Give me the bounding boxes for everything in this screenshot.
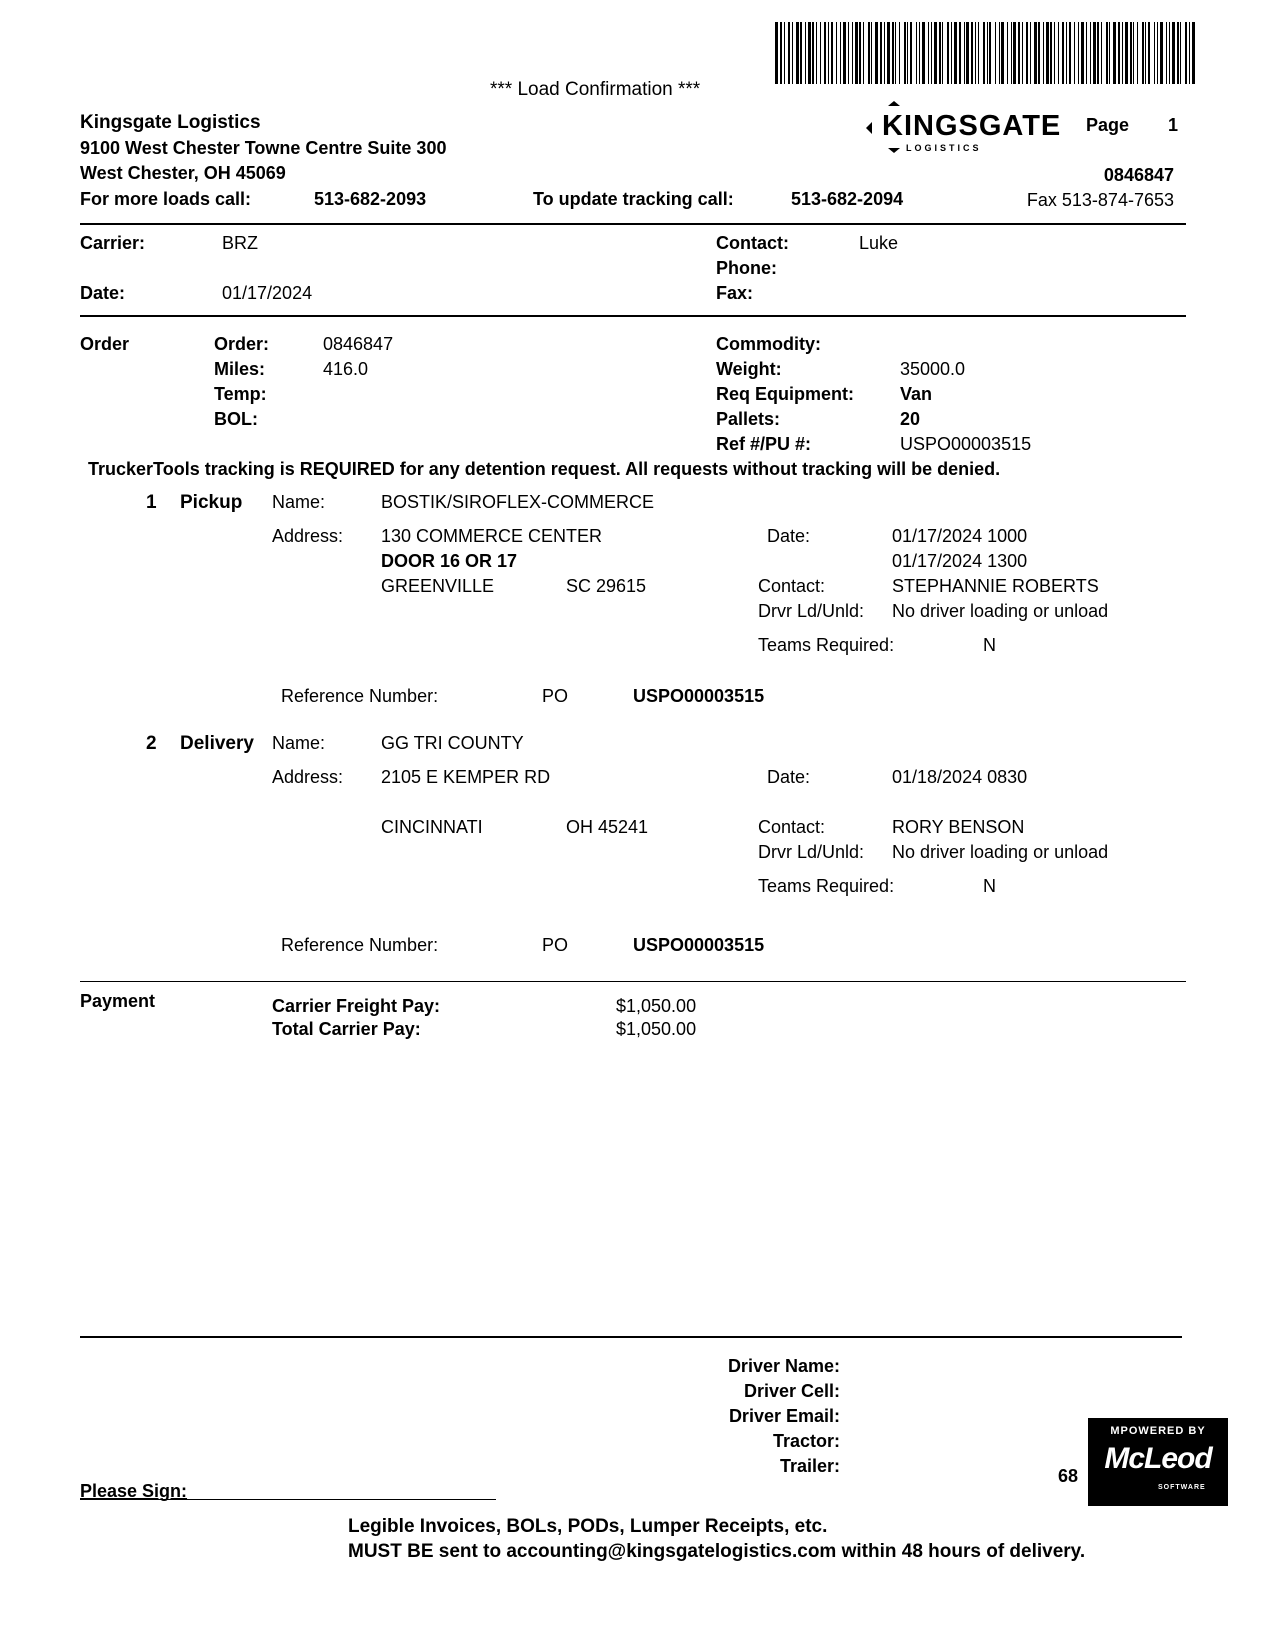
- stop-name-label: Name:: [272, 492, 326, 512]
- company-address-line1: 9100 West Chester Towne Centre Suite 300: [80, 138, 447, 158]
- trailer-label: Trailer:: [779, 1456, 840, 1476]
- stop-drvr: No driver loading or unload: [892, 842, 1109, 862]
- carrier-value: BRZ: [222, 233, 258, 253]
- stop-contact-label: Contact:: [758, 817, 826, 837]
- stop-address-label: Address:: [272, 526, 344, 546]
- stop-date-1: 01/17/2024 1000: [892, 526, 1028, 546]
- contact-label: Contact:: [716, 233, 789, 253]
- stop-drvr-label: Drvr Ld/Unld:: [758, 601, 865, 621]
- stop-ref-value: USPO00003515: [633, 935, 765, 955]
- contact-value: Luke: [859, 233, 899, 253]
- barcode: [775, 22, 1197, 84]
- driver-cell-label: Driver Cell:: [743, 1381, 840, 1401]
- payment-section-label: Payment: [80, 991, 156, 1011]
- freight-pay-label: Carrier Freight Pay:: [272, 996, 441, 1016]
- stop-type: Delivery: [180, 733, 254, 754]
- pallets-value: 20: [900, 409, 921, 429]
- stop-contact: RORY BENSON: [892, 817, 1025, 837]
- temp-label: Temp:: [214, 384, 267, 404]
- stop-street: 130 COMMERCE CENTER: [381, 526, 603, 546]
- document-title: *** Load Confirmation ***: [490, 79, 701, 100]
- loads-call-phone: 513-682-2093: [314, 189, 427, 209]
- stop-teams-label: Teams Required:: [758, 876, 895, 896]
- stop-street: 2105 E KEMPER RD: [381, 767, 551, 787]
- stop-number: 1: [146, 492, 157, 513]
- stop-ref-value: USPO00003515: [633, 686, 765, 706]
- stop-date-1: 01/18/2024 0830: [892, 767, 1028, 787]
- stop-number: 2: [146, 733, 157, 754]
- stop-city: GREENVILLE: [381, 576, 495, 596]
- mcleod-sub-text: SOFTWARE: [1158, 1484, 1206, 1491]
- stop-contact: STEPHANNIE ROBERTS: [892, 576, 1099, 596]
- carrier-date-value: 01/17/2024: [222, 283, 313, 303]
- tracking-call-label: To update tracking call:: [533, 189, 734, 209]
- stop-date-label: Date:: [767, 767, 811, 787]
- tractor-label: Tractor:: [772, 1431, 840, 1451]
- stop-ref-type: PO: [542, 935, 569, 955]
- logo-text: KINGSGATE: [882, 110, 1062, 142]
- driver-name-label: Driver Name:: [727, 1356, 840, 1376]
- stop-date-2: 01/17/2024 1300: [892, 551, 1028, 571]
- carrier-label: Carrier:: [80, 233, 146, 253]
- driver-email-label: Driver Email:: [728, 1406, 840, 1426]
- page-number: 1: [1168, 115, 1179, 135]
- stop-date-label: Date:: [767, 526, 811, 546]
- company-address-line2: West Chester, OH 45069: [80, 163, 286, 183]
- stop-teams: N: [983, 876, 996, 896]
- mcleod-badge: [1088, 1418, 1228, 1506]
- total-pay-label: Total Carrier Pay:: [272, 1019, 421, 1039]
- mcleod-top-text: MPOWERED BY: [1110, 1425, 1206, 1437]
- pallets-label: Pallets:: [716, 409, 781, 429]
- stop-name: BOSTIK/SIROFLEX-COMMERCE: [381, 492, 655, 512]
- fax-label: Fax:: [716, 283, 754, 303]
- weight-label: Weight:: [716, 359, 782, 379]
- tracking-call-phone: 513-682-2094: [791, 189, 904, 209]
- divider: [80, 315, 1186, 317]
- stop-teams-label: Teams Required:: [758, 635, 895, 655]
- stop-state-zip: SC 29615: [566, 576, 647, 596]
- header-fax: Fax 513-874-7653: [1026, 190, 1174, 210]
- stop-teams: N: [983, 635, 996, 655]
- divider: [80, 1336, 1182, 1338]
- miles-value: 416.0: [323, 359, 369, 379]
- stop-contact-label: Contact:: [758, 576, 826, 596]
- loads-call-label: For more loads call:: [80, 189, 252, 209]
- stop-drvr-label: Drvr Ld/Unld:: [758, 842, 865, 862]
- stop-state-zip: OH 45241: [566, 817, 649, 837]
- bol-label: BOL:: [214, 409, 258, 429]
- stop-drvr: No driver loading or unload: [892, 601, 1109, 621]
- page-label: Page: [1086, 115, 1130, 135]
- commodity-label: Commodity:: [716, 334, 821, 354]
- order-label: Order:: [214, 334, 270, 354]
- stop-city: CINCINNATI: [381, 817, 483, 837]
- stop-address-label: Address:: [272, 767, 344, 787]
- stop-ref-type: PO: [542, 686, 569, 706]
- order-value: 0846847: [323, 334, 394, 354]
- equipment-label: Req Equipment:: [716, 384, 854, 404]
- equipment-value: Van: [900, 384, 933, 404]
- carrier-date-label: Date:: [80, 283, 126, 303]
- stop-note: DOOR 16 OR 17: [381, 551, 518, 571]
- header-order-number: 0846847: [1103, 165, 1174, 185]
- freight-pay-value: $1,050.00: [616, 996, 697, 1016]
- please-sign-label: Please Sign:: [80, 1481, 188, 1501]
- order-section-label: Order: [80, 334, 130, 354]
- stop-type: Pickup: [180, 492, 243, 513]
- stop-ref-label: Reference Number:: [281, 935, 439, 955]
- miles-label: Miles:: [214, 359, 266, 379]
- stop-name: GG TRI COUNTY: [381, 733, 524, 753]
- logo-subtext: LOGISTICS: [906, 143, 982, 153]
- kingsgate-logo: [860, 100, 1080, 156]
- phone-label: Phone:: [716, 258, 777, 278]
- ref-pu-label: Ref #/PU #:: [716, 434, 812, 454]
- total-pay-value: $1,050.00: [616, 1019, 697, 1039]
- divider: [80, 223, 1186, 225]
- signature-line[interactable]: [80, 1499, 496, 1500]
- divider: [80, 981, 1186, 982]
- ref-pu-value: USPO00003515: [900, 434, 1032, 454]
- footer-line-2: MUST BE sent to accounting@kingsgatelogistics.com within 48 hours of delivery.: [348, 1541, 1086, 1562]
- mcleod-brand: McLeod: [1104, 1442, 1212, 1475]
- partial-text: 68: [1058, 1466, 1079, 1486]
- stop-ref-label: Reference Number:: [281, 686, 439, 706]
- footer-line-1: Legible Invoices, BOLs, PODs, Lumper Receipts, etc.: [348, 1516, 828, 1537]
- stop-name-label: Name:: [272, 733, 326, 753]
- weight-value: 35000.0: [900, 359, 966, 379]
- tracking-notice: TruckerTools tracking is REQUIRED for any detention request. All requests without tracking will be denied.: [88, 459, 1001, 479]
- company-name: Kingsgate Logistics: [80, 112, 261, 133]
